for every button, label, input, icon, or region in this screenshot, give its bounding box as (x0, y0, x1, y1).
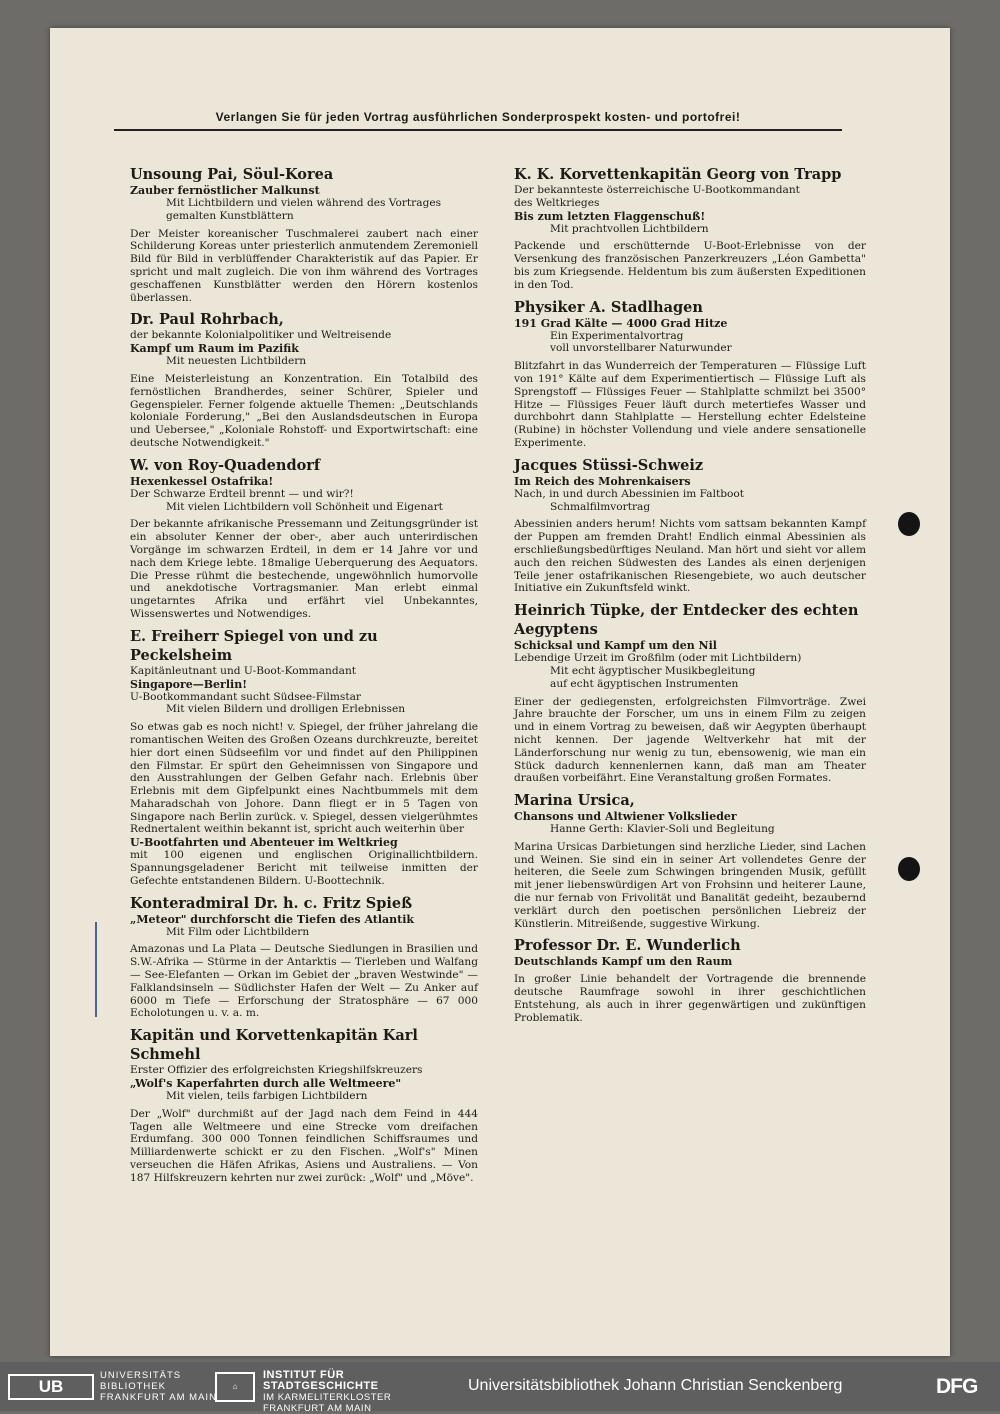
lecture-detail: Hanne Gerth: Klavier-Soli und Begleitung (550, 823, 775, 836)
lecture-detail: Mit Lichtbildern und vielen während des Vortrages (166, 197, 442, 209)
punch-hole (898, 857, 920, 881)
ikg-line-3: IM KARMELITERKLOSTER (263, 1392, 392, 1403)
lecture-detail: Erster Offizier des erfolgreichsten Kriegshilfskreuzers (130, 1064, 423, 1077)
lecture-detail: Mit Film oder Lichtbildern (166, 925, 310, 938)
ub-text (100, 1370, 217, 1403)
lecturer-name: W. von Roy-Quadendorf (130, 456, 321, 474)
lecture-title: 191 Grad Kälte — 4000 Grad Hitze (514, 316, 728, 330)
lecture-entry (514, 936, 866, 1024)
ikg-text (263, 1370, 391, 1414)
lecture-description: Einer der gediegensten, erfolgreichsten Filmvorträge. Zwei Jahre brauchte der Forscher, um uns in einem Film zu zeigen und in einem Vortrag zu beweisen, daß wir Aegypten überhaupt nicht kennen. Der jagende Weltverkehr hat mit der Länderforschung nur wenig zu tun, ebensowenig, wie man ein Stück dadurch kennenlernen kann, daß man am Theater draußen vorbeifährt. Eine Veranstaltung großen Formates. (514, 695, 866, 785)
lecture-description: Der bekannte afrikanische Pressemann und Zeitungsgründer ist ein absoluter Kenner der ober-, aber auch unterirdischen Vorgänge im schwarzen Erdteil, in dem er 14 Jahre vor und nach dem Kriege lebte. 18malige Ueberquerung des Aequators. Die Presse rühmt die bestechende, ungewöhnlich humorvolle und anekdotische Vortragsmanier. Man erlebt einmal ungetarntes Afrika und erfährt viel Unbekanntes, Wissenswertes und Notwendiges. (130, 518, 478, 620)
lecture-description: Marina Ursicas Darbietungen sind herzliche Lieder, sind Lachen und Weinen. Sie sind ein in seiner Art vollendetes Genre der heiteren, die Seele zum Schwingen bringenden Musik, gefüllt mit jener liebenswürdigen Art von Frohsinn und heiterer Laune, die nur fernab von Frivolität und Banalität gedeiht, bezaubernd verklärt durch den poetischen persönlichen Liebreiz der Künstlerin. Mitreißende, suggestive Wirkung. (514, 840, 866, 930)
lecture-entry (514, 456, 866, 595)
lecture-title: Bis zum letzten Flaggenschuß! (514, 209, 706, 223)
margin-pencil-mark (95, 922, 97, 1017)
footer-bar (0, 1362, 1000, 1414)
lecturer-name: Kapitän und Korvettenkapitän Karl Schmehl (130, 1027, 418, 1064)
lecturer-name: K. K. Korvettenkapitän Georg von Trapp (514, 166, 842, 183)
lecture-title: „Wolf's Kaperfahrten durch alle Weltmeere" (130, 1077, 402, 1091)
lecture-description: Der Meister koreanischer Tuschmalerei zaubert nach einer Schilderung Koreas unter priesterlich anmutendem Zeremoniell Bild für Bild in verblüffender Charakteristik auf das Papier. Er spricht und malt zugleich. Die von ihm während des Vortrages geschaffenen Kunstblätter werden den Hörern kostenlos überlassen. (130, 227, 478, 304)
lecture-title: Schicksal und Kampf um den Nil (514, 639, 717, 653)
lecture-entry (514, 165, 866, 292)
lecture-entry (130, 894, 478, 1021)
lecture-entry (130, 456, 478, 621)
ikg-logo-icon: ⌂ (215, 1372, 255, 1402)
lecture-detail: Mit prachtvollen Lichtbildern (550, 222, 709, 235)
lecture-description: So etwas gab es noch nicht! v. Spiegel, der früher jahrelang die romantischen Weiten des Großen Ozeans durchkreuzte, bereitet hier dort einen Südseefilm vor und findet auf den Philippinen den Filmstar. Er spürt den Geheimnissen von Singapore und den Ausstrahlungen der Gelben Gefahr nach. Erlebnis über Erlebnis mit dem Gipfelpunkt eines Nachtbummels mit dem Maharadschah von Johore. Dann fliegt er in 5 Tagen von Singapore nach Berlin zurück. v. Spiegel, dessen vielgerühmtes Rednertalent weithin bekannt ist, spricht auch weiterhin über (130, 721, 478, 836)
lecture-entry (514, 298, 866, 450)
lecture-title: Kampf um Raum im Pazifik (130, 342, 299, 356)
lecturer-name: Physiker A. Stadlhagen (514, 298, 703, 316)
lecture-detail: Mit vielen Bildern und drolligen Erlebnissen (166, 703, 406, 716)
lecturer-name: Dr. Paul Rohrbach, (130, 311, 284, 329)
ub-line-2: BIBLIOTHEK (100, 1381, 166, 1392)
lecturer-name: Marina Ursica, (514, 792, 635, 810)
ub-line-3: FRANKFURT AM MAIN (100, 1392, 217, 1403)
lecture-title: „Meteor" durchforscht die Tiefen des Atlantik (130, 912, 415, 926)
lecture-detail: Nach, in und durch Abessinien im Faltboot (514, 487, 745, 500)
lecturer-name: Konteradmiral Dr. h. c. Fritz Spieß (130, 894, 413, 912)
dfg-logo: DFG (936, 1375, 978, 1398)
lecture-description: Der „Wolf" durchmißt auf der Jagd nach dem Feind in 444 Tagen alle Weltmeere und eine Strecke vom dreifachen Erdumfang. 300 000 Tonnen feindlichen Schiffsraumes und Milliardenwerte schickt er zu den Fischen. „Wolf's" Minen verseuchen die Häfen Afrikas, Asiens und Australiens. — Von 187 Hilfskreuzern kehrten nur zwei zurück: „Wolf" und „Möve". (130, 1107, 478, 1184)
lecture-description: Packende und erschütternde U-Boot-Erlebnisse von der Versenkung des französischen Panzerkreuzers „Léon Gambetta" bis zum Kriegsende. Heldentum bis zum äußersten Expeditionen in den Tod. (514, 240, 866, 291)
lecturer-name: Professor Dr. E. Wunderlich (514, 937, 741, 955)
lecture-title: Singapore—Berlin! (130, 677, 248, 691)
lecture-entry (130, 1026, 478, 1184)
lecture-description: Abessinien anders herum! Nichts vom sattsam bekannten Kampf der Puppen am fremden Draht! Endlich einmal Abessinien als erschließungsbedürftiges Neuland. Man hört und sieht vor allem auch den reichen Südwesten des Landes als einen derjenigen Teile jener ostafrikanischen Riesengebiete, wo auch deutscher Initiative ein Zukunftsfeld winkt. (514, 518, 866, 595)
lecture-title: U-Bootfahrten und Abenteuer im Weltkrieg (130, 836, 398, 850)
lecture-detail: auf echt ägyptischen Instrumenten (550, 677, 739, 690)
lecture-detail: Mit vielen Lichtbildern voll Schönheit und Eigenart (166, 500, 443, 513)
lecturer-name: Heinrich Tüpke, der Entdecker des echten Aegyptens (514, 602, 859, 639)
lecture-entry (514, 601, 866, 785)
lecture-detail: Kapitänleutnant und U-Boot-Kommandant (130, 664, 357, 677)
ub-logo: UB (8, 1374, 94, 1400)
header-notice: Verlangen Sie für jeden Vortrag ausführlichen Sonderprospekt kosten- und portofrei! (215, 110, 741, 124)
lecturer-name: Unsoung Pai, Söul-Korea (130, 166, 334, 183)
lecture-title: Deutschlands Kampf um den Raum (514, 955, 733, 969)
lecture-detail: Mit neuesten Lichtbildern (166, 355, 307, 368)
ikg-line-4: FRANKFURT AM MAIN (263, 1403, 372, 1414)
ub-line-1: UNIVERSITÄTS (100, 1370, 182, 1381)
ikg-line-1: INSTITUT FÜR (263, 1369, 345, 1381)
lecture-detail: U-Bootkommandant sucht Südsee-Filmstar (130, 690, 361, 703)
lecture-title: Hexenkessel Ostafrika! (130, 474, 274, 488)
library-name: Universitätsbibliothek Johann Christian Senckenberg (468, 1377, 843, 1394)
lecture-detail: Ein Experimentalvortrag (550, 329, 684, 342)
lecture-detail: Der bekannteste österreichische U-Bootkommandant (514, 184, 800, 196)
lecture-description: Blitzfahrt in das Wunderreich der Temperaturen — Flüssige Luft von 191° Kälte auf dem Experimentiertisch — Flüssige Luft als Sprengstoff — Flüssiges Feuer — Stahlplatte schmilzt bei 3500° Hitze — Flüssiges Feuer läuft durch metertiefes Wasser und durchbohrt dann Stahlplatte — Herstellung echter Edelsteine (Rubine) in höchster Vollendung und viele andere sensationelle Experimente. (514, 360, 866, 449)
lecturer-name: E. Freiherr Spiegel von und zu Peckelsheim (130, 627, 378, 664)
lecture-description: Amazonas und La Plata — Deutsche Siedlungen in Brasilien und S.W.-Afrika — Stürme in der Antarktis — Tierleben und Walfang — See-Elefanten — Orkan im Gebiet der „braven Westwinde" — Falklandsinseln — Südlichster Hafen der Welt — Zu Anker auf 6000 m Tiefe — Erforschung der Stratosphäre — 67 000 Echolotungen u. v. a. m. (130, 943, 478, 1020)
lecture-title: Chansons und Altwiener Volkslieder (514, 810, 737, 824)
header-rule (114, 129, 842, 131)
lecture-title: Im Reich des Mohrenkaisers (514, 474, 691, 488)
lecture-detail: Mit vielen, teils farbigen Lichtbildern (166, 1090, 368, 1103)
lecture-description: In großer Linie behandelt der Vortragende die brennende deutsche Raumfrage sowohl in ihrer geschichtlichen Entstehung, als auch in ihrer gegenwärtigen und zukünftigen Problematik. (514, 973, 866, 1024)
lecture-detail: Der Schwarze Erdteil brennt — und wir?! (130, 487, 354, 500)
lecture-detail: Lebendige Urzeit im Großfilm (oder mit Lichtbildern) (514, 652, 802, 665)
lecture-entry (514, 791, 866, 930)
lecture-detail: gemalten Kunstblättern (166, 209, 294, 222)
right-column (514, 165, 866, 1031)
lecture-entry (130, 165, 478, 304)
lecture-detail: Schmalfilmvortrag (550, 500, 651, 513)
lecture-entry (130, 310, 478, 449)
lecture-entry (130, 627, 478, 888)
lecture-description: Eine Meisterleistung an Konzentration. Ein Totalbild des fernöstlichen Brandherdes, seiner Schürer, Spieler und Gegenspieler. Ferner folgende aktuelle Themen: „Deutschlands koloniale Forderung," „Bei den Auslandsdeutschen in Europa und Uebersee," „Koloniale Rohstoff- und Exportwirtschaft: eine deutsche Notwendigkeit." (130, 372, 478, 449)
left-column (130, 165, 478, 1191)
ikg-line-2: STADTGESCHICHTE (263, 1380, 379, 1392)
lecture-detail: voll unvorstellbarer Naturwunder (550, 342, 732, 355)
lecture-description: mit 100 eigenen und englischen Originallichtbildern. Spannungsgeladener Bericht mit teilweise inmitten der Gefechte entstandenen Bildern. U-Boottechnik. (130, 849, 478, 887)
lecture-detail: des Weltkrieges (514, 196, 600, 209)
punch-hole (898, 512, 920, 536)
lecturer-name: Jacques Stüssi-Schweiz (514, 456, 704, 474)
lecture-title: Zauber fernöstlicher Malkunst (130, 184, 320, 197)
lecture-detail: Mit echt ägyptischer Musikbegleitung (550, 664, 756, 677)
lecture-detail: der bekannte Kolonialpolitiker und Weltreisende (130, 329, 392, 342)
